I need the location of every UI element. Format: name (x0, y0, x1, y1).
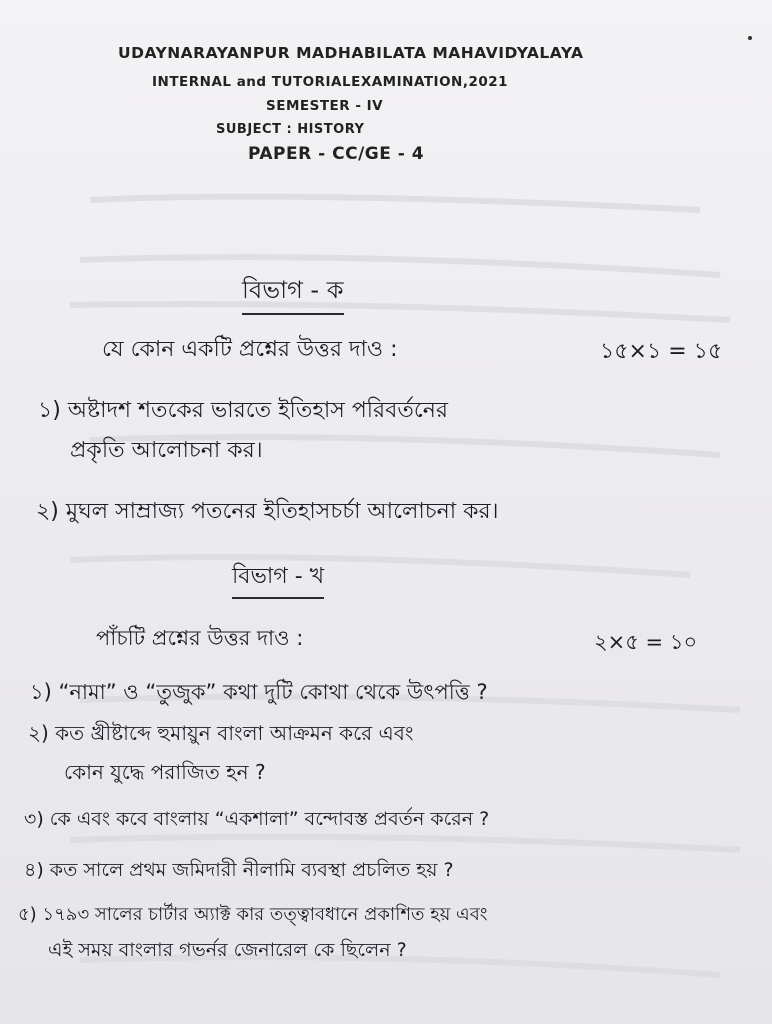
section-a-question-2: ২) মুঘল সাম্রাজ্য পতনের ইতিহাসচর্চা আলোচনা কর। (36, 499, 499, 524)
section-b-question-1: ১) “নামা” ও “তুজুক” কথা দুটি কোথা থেকে উৎপত্তি ? (30, 680, 488, 704)
section-b-question-5-line-1: ৫) ১৭৯৩ সালের চার্টার অ্যাক্ট কার তত্ত্বাবধানে প্রকাশিত হয় এবং (18, 904, 488, 925)
section-a-instruction: যে কোন একটি প্রশ্নের উত্তর দাও : (102, 337, 398, 362)
section-b-question-5-line-2: এই সময় বাংলার গভর্নর জেনারেল কে ছিলেন ? (48, 939, 407, 961)
exam-title: INTERNAL and TUTORIALEXAMINATION,2021 (152, 74, 509, 90)
ink-dot (748, 36, 752, 40)
section-b-question-4: ৪) কত সালে প্রথম জমিদারী নীলামি ব্যবস্থা প্রচলিত হয় ? (24, 859, 454, 881)
section-b-question-2-line-1: ২) কত খ্রীষ্টাব্দে হুমায়ুন বাংলা আক্রমন করে এবং (28, 721, 414, 745)
section-a-question-1-line-1: ১) অষ্টাদশ শতকের ভারতে ইতিহাস পরিবর্তনের (38, 398, 448, 423)
subject-label: SUBJECT : HISTORY (216, 122, 365, 137)
section-b-question-3: ৩) কে এবং কবে বাংলায় “একশালা” বন্দোবস্ত প্রবর্তন করেন ? (24, 808, 490, 830)
semester-label: SEMESTER - IV (266, 98, 384, 114)
section-a-question-1-line-2: প্রকৃতি আলোচনা কর। (70, 438, 263, 463)
section-a-marks: ১৫×১ = ১৫ (600, 339, 723, 364)
college-name: UDAYNARAYANPUR MADHABILATA MAHAVIDYALAYA (118, 44, 584, 62)
section-b-title: বিভাগ - খ (232, 559, 324, 599)
section-b-instruction: পাঁচটি প্রশ্নের উত্তর দাও : (96, 626, 304, 650)
section-b-marks: ২×৫ = ১০ (594, 630, 698, 654)
section-a-title: বিভাগ - ক (242, 272, 344, 315)
section-b-question-2-line-2: কোন যুদ্ধে পরাজিত হন ? (64, 760, 266, 784)
paper-label: PAPER - CC/GE - 4 (248, 144, 425, 164)
